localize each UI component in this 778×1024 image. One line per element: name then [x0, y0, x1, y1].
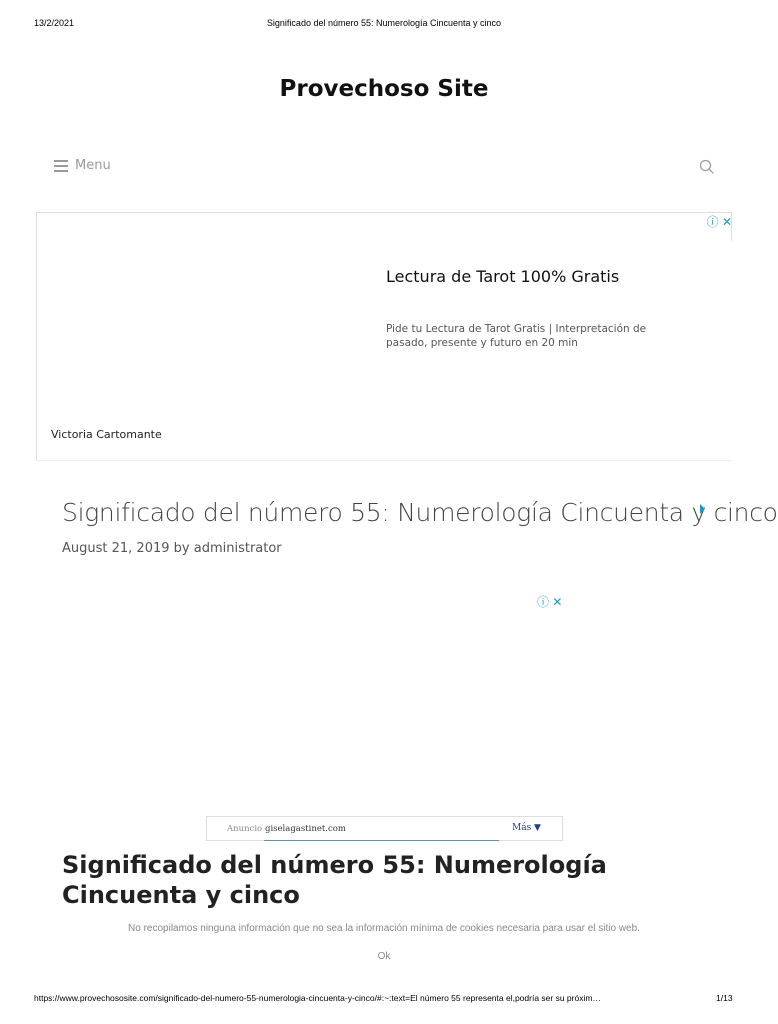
post-title[interactable]: Significado del número 55: Numerología Cincuenta y cinco	[62, 498, 778, 527]
ad-choices-icon[interactable]: ⓘ ✕	[537, 595, 563, 609]
ad-description-line: Pide tu Lectura de Tarot Gratis | Interpretación de	[386, 323, 647, 335]
ad-bar-underline	[264, 840, 499, 841]
ad-choices-icon[interactable]: ⓘ ✕	[706, 215, 732, 229]
ad-arrow-icon[interactable]	[700, 504, 705, 514]
search-icon[interactable]	[699, 159, 715, 175]
print-date: 13/2/2021	[34, 18, 75, 28]
ad-description	[386, 322, 662, 350]
cookie-ok-button[interactable]: Ok	[377, 951, 391, 962]
article-heading: Significado del número 55: Numerología Cincuenta y cinco	[62, 851, 607, 909]
ad-bar-more-button[interactable]: Más ▼	[512, 823, 541, 833]
print-page-title: Significado del número 55: Numerología Cincuenta y cinco	[266, 18, 502, 28]
site-title[interactable]: Provechoso Site	[279, 76, 489, 102]
cookie-notice-text: No recopilamos ninguna información que no sea la información mínima de cookies necesaria para usar el sitio web.	[128, 923, 640, 934]
print-page-number: 1/13	[716, 993, 733, 1003]
ad-bar[interactable]	[206, 816, 563, 841]
post-meta: August 21, 2019 by administrator	[62, 541, 282, 556]
ad-headline[interactable]: Lectura de Tarot 100% Gratis	[386, 267, 620, 286]
hamburger-icon	[54, 160, 68, 171]
print-url: https://www.provechososite.com/significado-del-numero-55-numerologia-cincuenta-y-cinco/#:~:text=El número 55 representa el,podría ser su próxim…	[34, 993, 601, 1003]
ad-advertiser[interactable]: Victoria Cartomante	[51, 428, 162, 441]
ad-bar-domain[interactable]: giselagastinet.com	[265, 824, 346, 834]
menu-button[interactable]	[54, 158, 111, 173]
ad-banner-top[interactable]	[36, 212, 732, 461]
ad-bar-label: Anuncio	[227, 824, 263, 834]
menu-label: Menu	[75, 158, 111, 173]
ad-description-line: pasado, presente y futuro en 20 min	[386, 337, 578, 349]
